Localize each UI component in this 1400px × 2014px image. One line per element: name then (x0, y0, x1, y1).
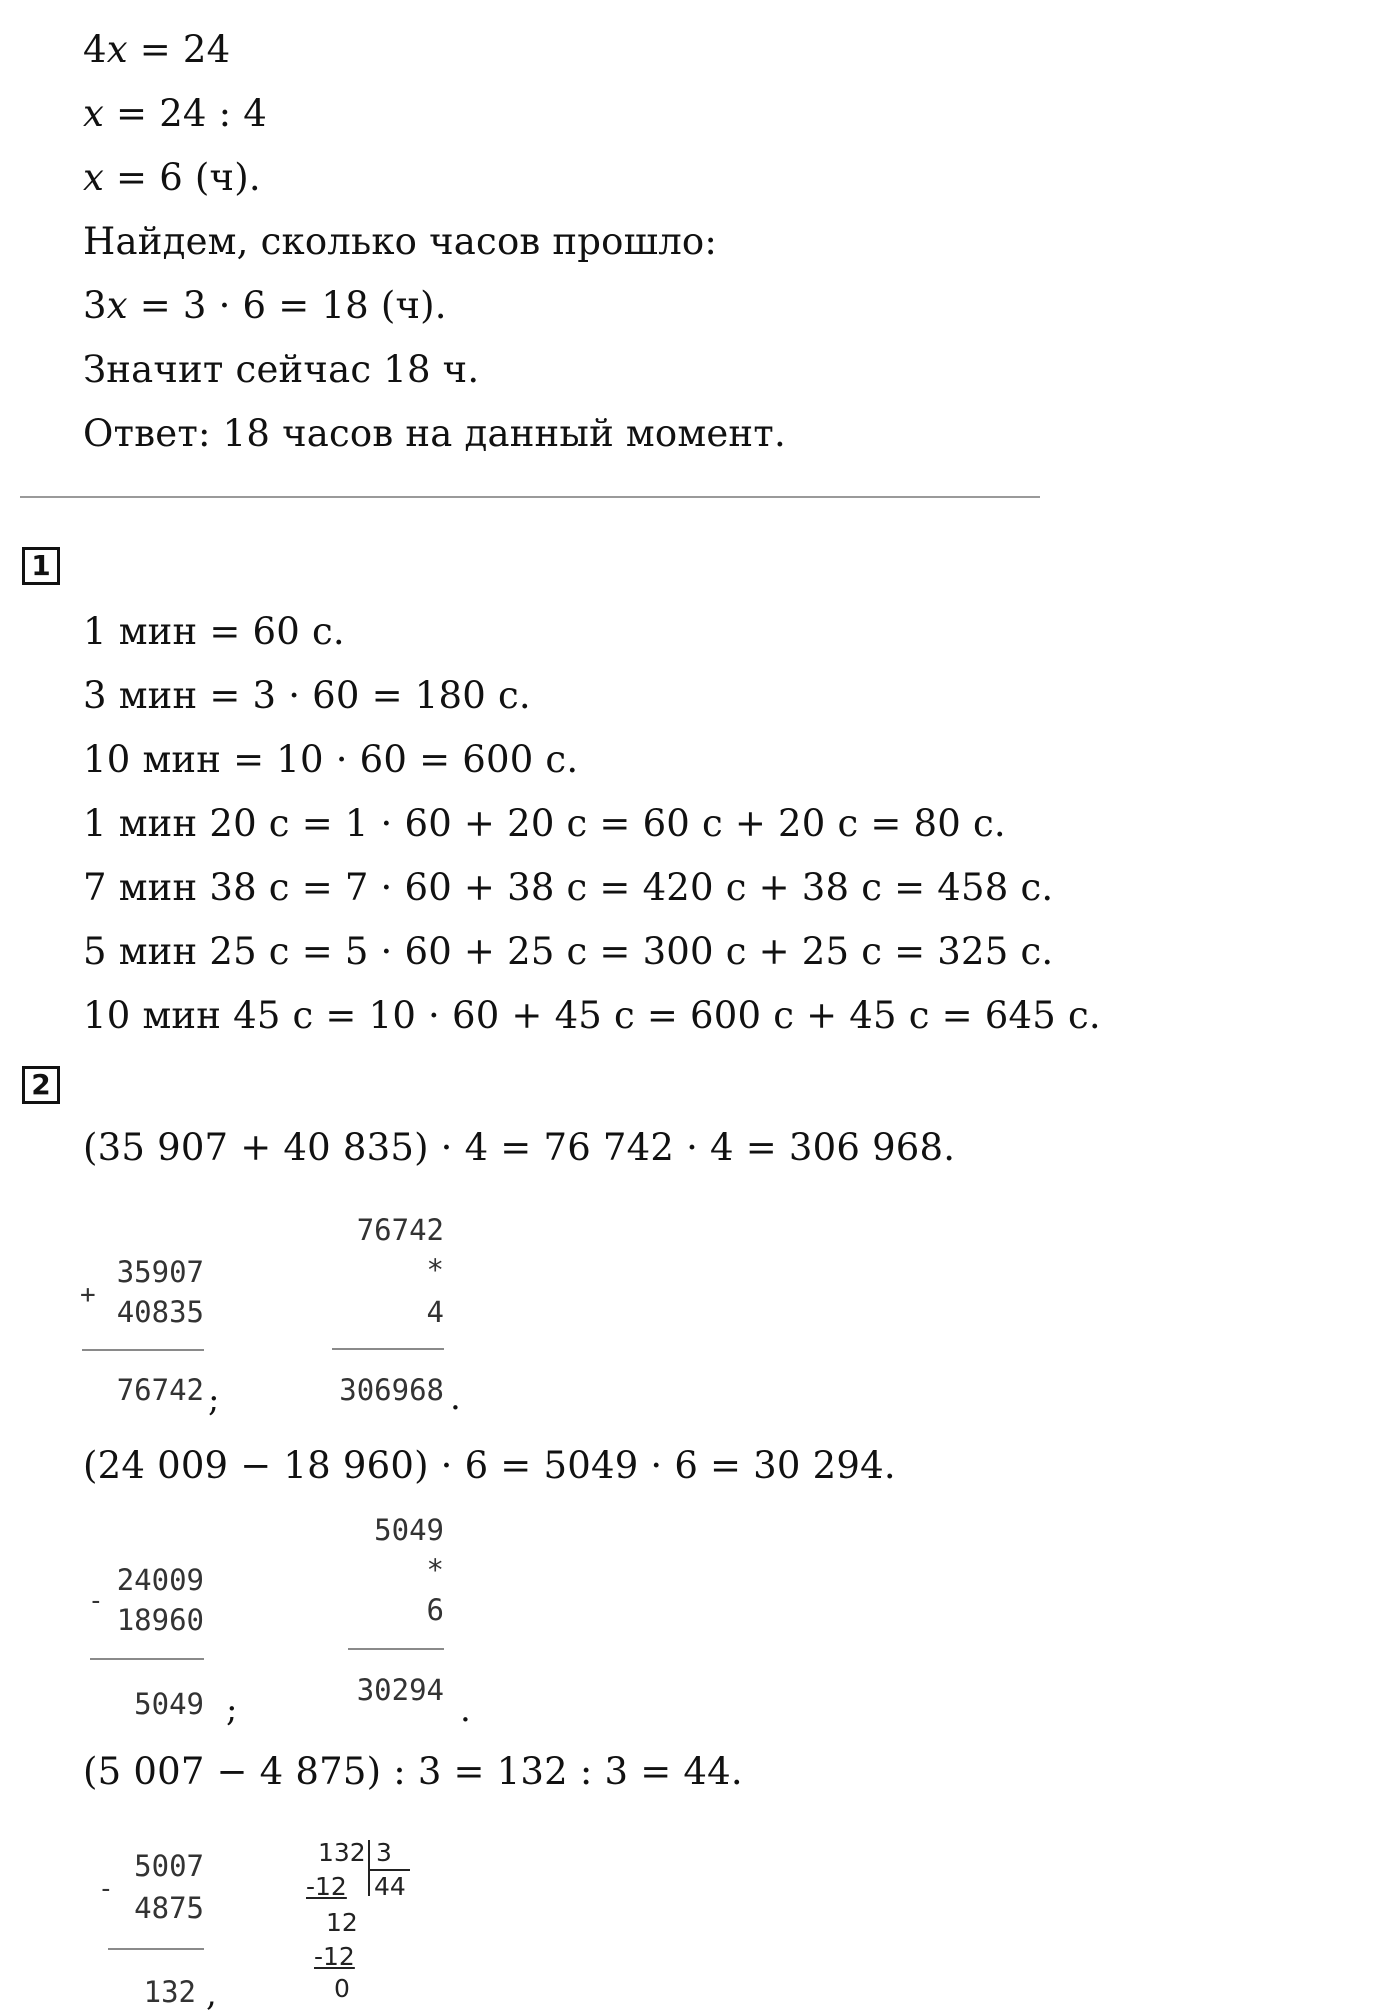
expression-line: (35 907 + 40 835) · 4 = 76 742 · 4 = 306 968. (83, 1126, 956, 1169)
conversion-line: 7 мин 38 с = 7 · 60 + 38 с = 420 с + 38 с = 458 с. (83, 866, 1054, 909)
multiply-sign: * (426, 1553, 444, 1587)
period: . (450, 1378, 461, 1418)
multiplicand: 76742 (356, 1213, 444, 1247)
final-remainder: 0 (334, 1974, 350, 2003)
equation-line: 4𝑥 = 24 (83, 28, 231, 71)
column-subtraction (98, 1848, 204, 2011)
subtrahend: 4875 (134, 1891, 204, 1925)
difference-rule (108, 1948, 204, 1950)
multiply-sign: * (426, 1253, 444, 1287)
partial-subtrahend: -12 (314, 1942, 355, 1971)
minuend: 24009 (116, 1563, 204, 1597)
difference-result: 132 (143, 1975, 196, 2009)
column-multiplication (344, 1512, 444, 1712)
partial-subtrahend: -12 (306, 1872, 347, 1901)
minus-sign: - (98, 1874, 114, 1904)
addend: 35907 (116, 1255, 204, 1289)
multiplier: 6 (426, 1593, 444, 1627)
minus-sign: - (88, 1586, 104, 1616)
plus-sign: + (80, 1280, 96, 1310)
product-result: 306968 (339, 1373, 444, 1407)
quotient: 44 (374, 1872, 406, 1901)
equation-line: 𝑥 = 24 : 4 (83, 92, 268, 135)
conversion-line: 10 мин 45 с = 10 · 60 + 45 с = 600 с + 45 с = 645 с. (83, 994, 1101, 1037)
addend: 40835 (116, 1295, 204, 1329)
equation-line: 𝑥 = 6 (ч). (83, 156, 261, 199)
column-subtraction (88, 1562, 204, 1722)
conversion-line: 10 мин = 10 · 60 = 600 с. (83, 738, 579, 781)
column-multiplication (328, 1212, 444, 1412)
multiplier: 4 (426, 1295, 444, 1329)
divisor: 3 (376, 1838, 392, 1867)
remainder: 12 (326, 1908, 358, 1937)
sum-rule (82, 1349, 204, 1351)
task-number-badge: 2 (22, 1066, 60, 1104)
period: . (460, 1690, 471, 1730)
comma: , (206, 1974, 217, 2014)
subtrahend: 18960 (116, 1603, 204, 1637)
multiplicand: 5049 (374, 1513, 444, 1547)
expression-line: (5 007 − 4 875) : 3 = 132 : 3 = 44. (83, 1750, 743, 1793)
product-rule (348, 1648, 444, 1650)
dividend: 132 (318, 1838, 366, 1867)
task-number-badge: 1 (22, 547, 60, 585)
product-result: 30294 (356, 1673, 444, 1707)
answer-line: Ответ: 18 часов на данный момент. (83, 412, 786, 455)
semicolon: ; (226, 1690, 238, 1730)
minuend: 5007 (134, 1849, 204, 1883)
sum-result: 76742 (116, 1373, 204, 1407)
product-rule (332, 1348, 444, 1350)
text-line: Значит сейчас 18 ч. (83, 348, 480, 391)
text-line: Найдем, сколько часов прошло: (83, 220, 718, 263)
difference-result: 5049 (134, 1687, 204, 1721)
expression-line: (24 009 − 18 960) · 6 = 5049 · 6 = 30 294. (83, 1444, 896, 1487)
divisor-underline (368, 1869, 410, 1871)
equation-line: 3𝑥 = 3 · 6 = 18 (ч). (83, 284, 447, 327)
section-divider (20, 496, 1040, 498)
conversion-line: 1 мин = 60 с. (83, 610, 345, 653)
conversion-line: 5 мин 25 с = 5 · 60 + 25 с = 300 с + 25 с = 325 с. (83, 930, 1054, 973)
column-addition (80, 1254, 204, 1414)
difference-rule (90, 1658, 204, 1660)
conversion-line: 3 мин = 3 · 60 = 180 с. (83, 674, 531, 717)
conversion-line: 1 мин 20 с = 1 · 60 + 20 с = 60 с + 20 с = 80 с. (83, 802, 1006, 845)
division-bar (368, 1840, 370, 1896)
long-division (300, 1838, 420, 2011)
semicolon: ; (208, 1380, 220, 1420)
